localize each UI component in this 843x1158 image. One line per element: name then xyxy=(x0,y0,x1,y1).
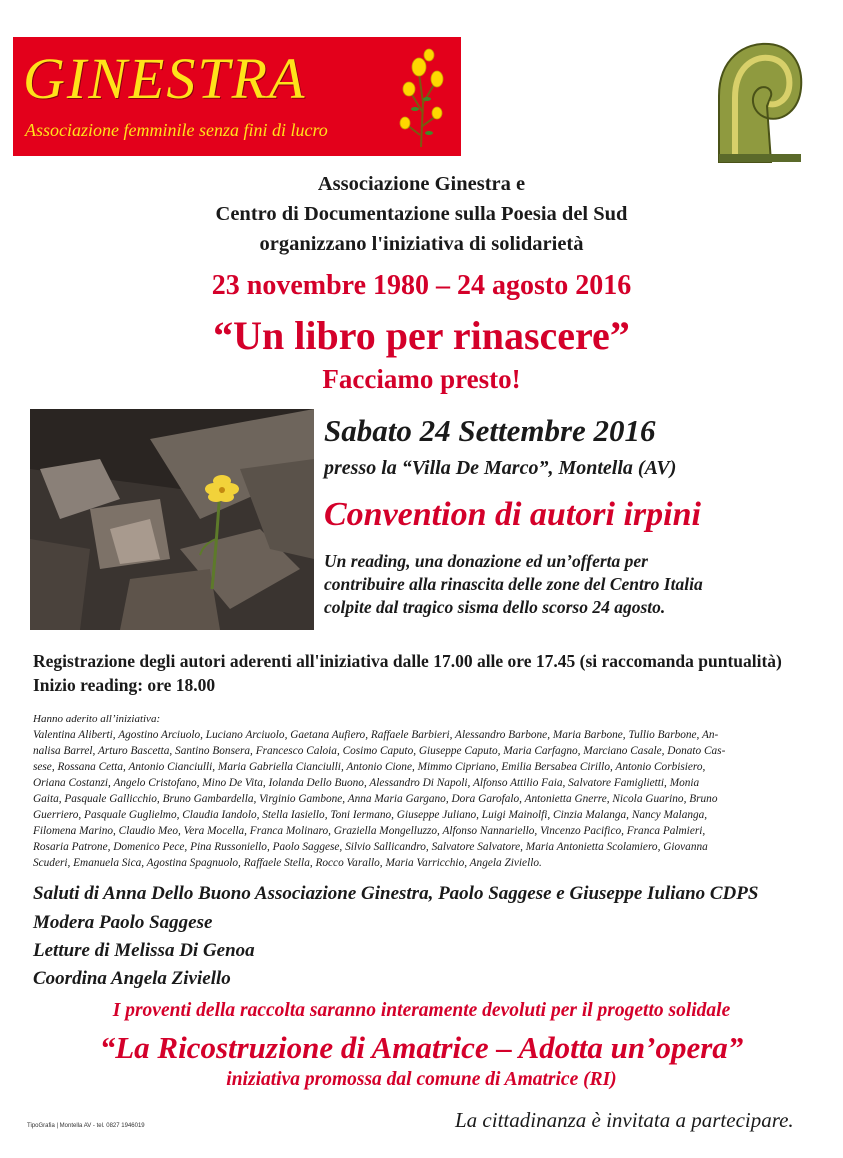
organizer-line-1: Associazione Ginestra e xyxy=(317,173,526,195)
authors-line: sese, Rossana Cetta, Antonio Cianciulli, Maria Gabriella Cianciulli, Antonio Cione, Mimmo Cipriano, Emilia Bersabea Cirillo, Antonio Corbisiero, xyxy=(33,761,706,773)
registration-line: Registrazione degli autori aderenti all'iniziativa dalle 17.00 alle ore 17.45 (si raccomanda puntualità) xyxy=(33,651,782,671)
event-description-line: Un reading, una donazione ed un’offerta per xyxy=(324,551,648,571)
coordinator: Coordina Angela Ziviello xyxy=(33,968,231,989)
authors-line: Guerriero, Pasquale Guglielmo, Claudia Iandolo, Stella Iasiello, Toni Iermano, Giuseppe Juliano, Luigi Mainolfi, Cinzia Malanga, Nancy Malanga, xyxy=(33,809,708,821)
authors-line: Filomena Marino, Claudio Meo, Vera Mocella, Franca Molinaro, Graziella Mongelluzzo, Alfonso Nannariello, Vincenzo Pacifico, Franca Palmieri, xyxy=(33,825,706,837)
adhered-intro: Hanno aderito all’iniziativa: xyxy=(33,713,161,725)
flower-in-rubble-photo xyxy=(30,409,314,630)
authors-line: Scuderi, Emanuela Sica, Agostina Spagnuolo, Raffaele Stella, Rocco Varallo, Maria Varricchio, Angela Ziviello. xyxy=(33,857,542,869)
invitation: La cittadinanza è invitata a partecipare. xyxy=(455,1108,794,1132)
ginestra-logo xyxy=(13,37,461,156)
ginestra-flower-icon xyxy=(391,43,455,151)
event-date: Sabato 24 Settembre 2016 xyxy=(324,413,656,448)
subhead: Facciamo presto! xyxy=(322,364,521,394)
event-title: Convention di autori irpini xyxy=(324,496,701,533)
event-place: presso la “Villa De Marco”, Montella (AV) xyxy=(324,457,677,479)
event-description-line: contribuire alla rinascita delle zone del Centro Italia xyxy=(324,574,703,594)
proceeds-note: I proventi della raccolta saranno interamente devoluti per il progetto solidale xyxy=(112,1000,731,1021)
cdps-spiral-emblem-icon xyxy=(705,36,805,164)
authors-line: Rosaria Patrone, Domenico Pece, Pina Russoniello, Paolo Saggese, Silvio Sallicandro, Salvatore Salvatore, Maria Antonietta Scolamiero, Giovanna xyxy=(33,841,708,853)
authors-line: nalisa Barrel, Arturo Bascetta, Santino Bonsera, Francesco Caloia, Cosimo Caputo, Giuseppe Caputo, Maria Carfagno, Marciano Casale, Donato Cas- xyxy=(33,745,726,757)
logo-subtitle: Associazione femminile senza fini di lucro xyxy=(25,120,328,140)
authors-line: Valentina Aliberti, Agostino Arciuolo, Luciano Arciuolo, Gaetana Aufiero, Raffaele Barbieri, Alessandro Barbone, Maria Barbone, Tullio Barbone, An- xyxy=(33,729,719,741)
dates: 23 novembre 1980 – 24 agosto 2016 xyxy=(211,270,632,301)
headline: “Un libro per rinascere” xyxy=(213,313,630,358)
readings: Letture di Melissa Di Genoa xyxy=(33,940,255,961)
project-title: “La Ricostruzione di Amatrice – Adotta un’opera” xyxy=(99,1030,744,1065)
authors-line: Gaita, Pasquale Gallicchio, Bruno Gambardella, Virginio Gambone, Anna Maria Gargano, Dora Garofalo, Antonietta Gnerre, Nicola Guarino, Bruno xyxy=(33,793,718,805)
organizer-line-2: Centro di Documentazione sulla Poesia del Sud xyxy=(215,203,628,225)
organizer-line-3: organizzano l'iniziativa di solidarietà xyxy=(259,233,584,255)
moderator: Modera Paolo Saggese xyxy=(33,912,213,933)
printer-credit: TipoGrafia | Montella AV - tel. 0827 1946019 xyxy=(27,1123,145,1129)
promoted-note: iniziativa promossa dal comune di Amatrice (RI) xyxy=(226,1069,617,1090)
greetings: Saluti di Anna Dello Buono Associazione Ginestra, Paolo Saggese e Giuseppe Iuliano CDPS xyxy=(33,883,759,904)
reading-start-line: Inizio reading: ore 18.00 xyxy=(33,675,216,695)
event-description-line: colpite dal tragico sisma dello scorso 24 agosto. xyxy=(324,597,666,617)
authors-line: Oriana Costanzi, Angelo Cristofano, Mino De Vita, Iolanda Dello Buono, Alessandro Di Napoli, Alfonso Attilio Faia, Salvatore Famiglietti, Monia xyxy=(33,777,700,789)
logo-title: GINESTRA xyxy=(23,46,307,111)
